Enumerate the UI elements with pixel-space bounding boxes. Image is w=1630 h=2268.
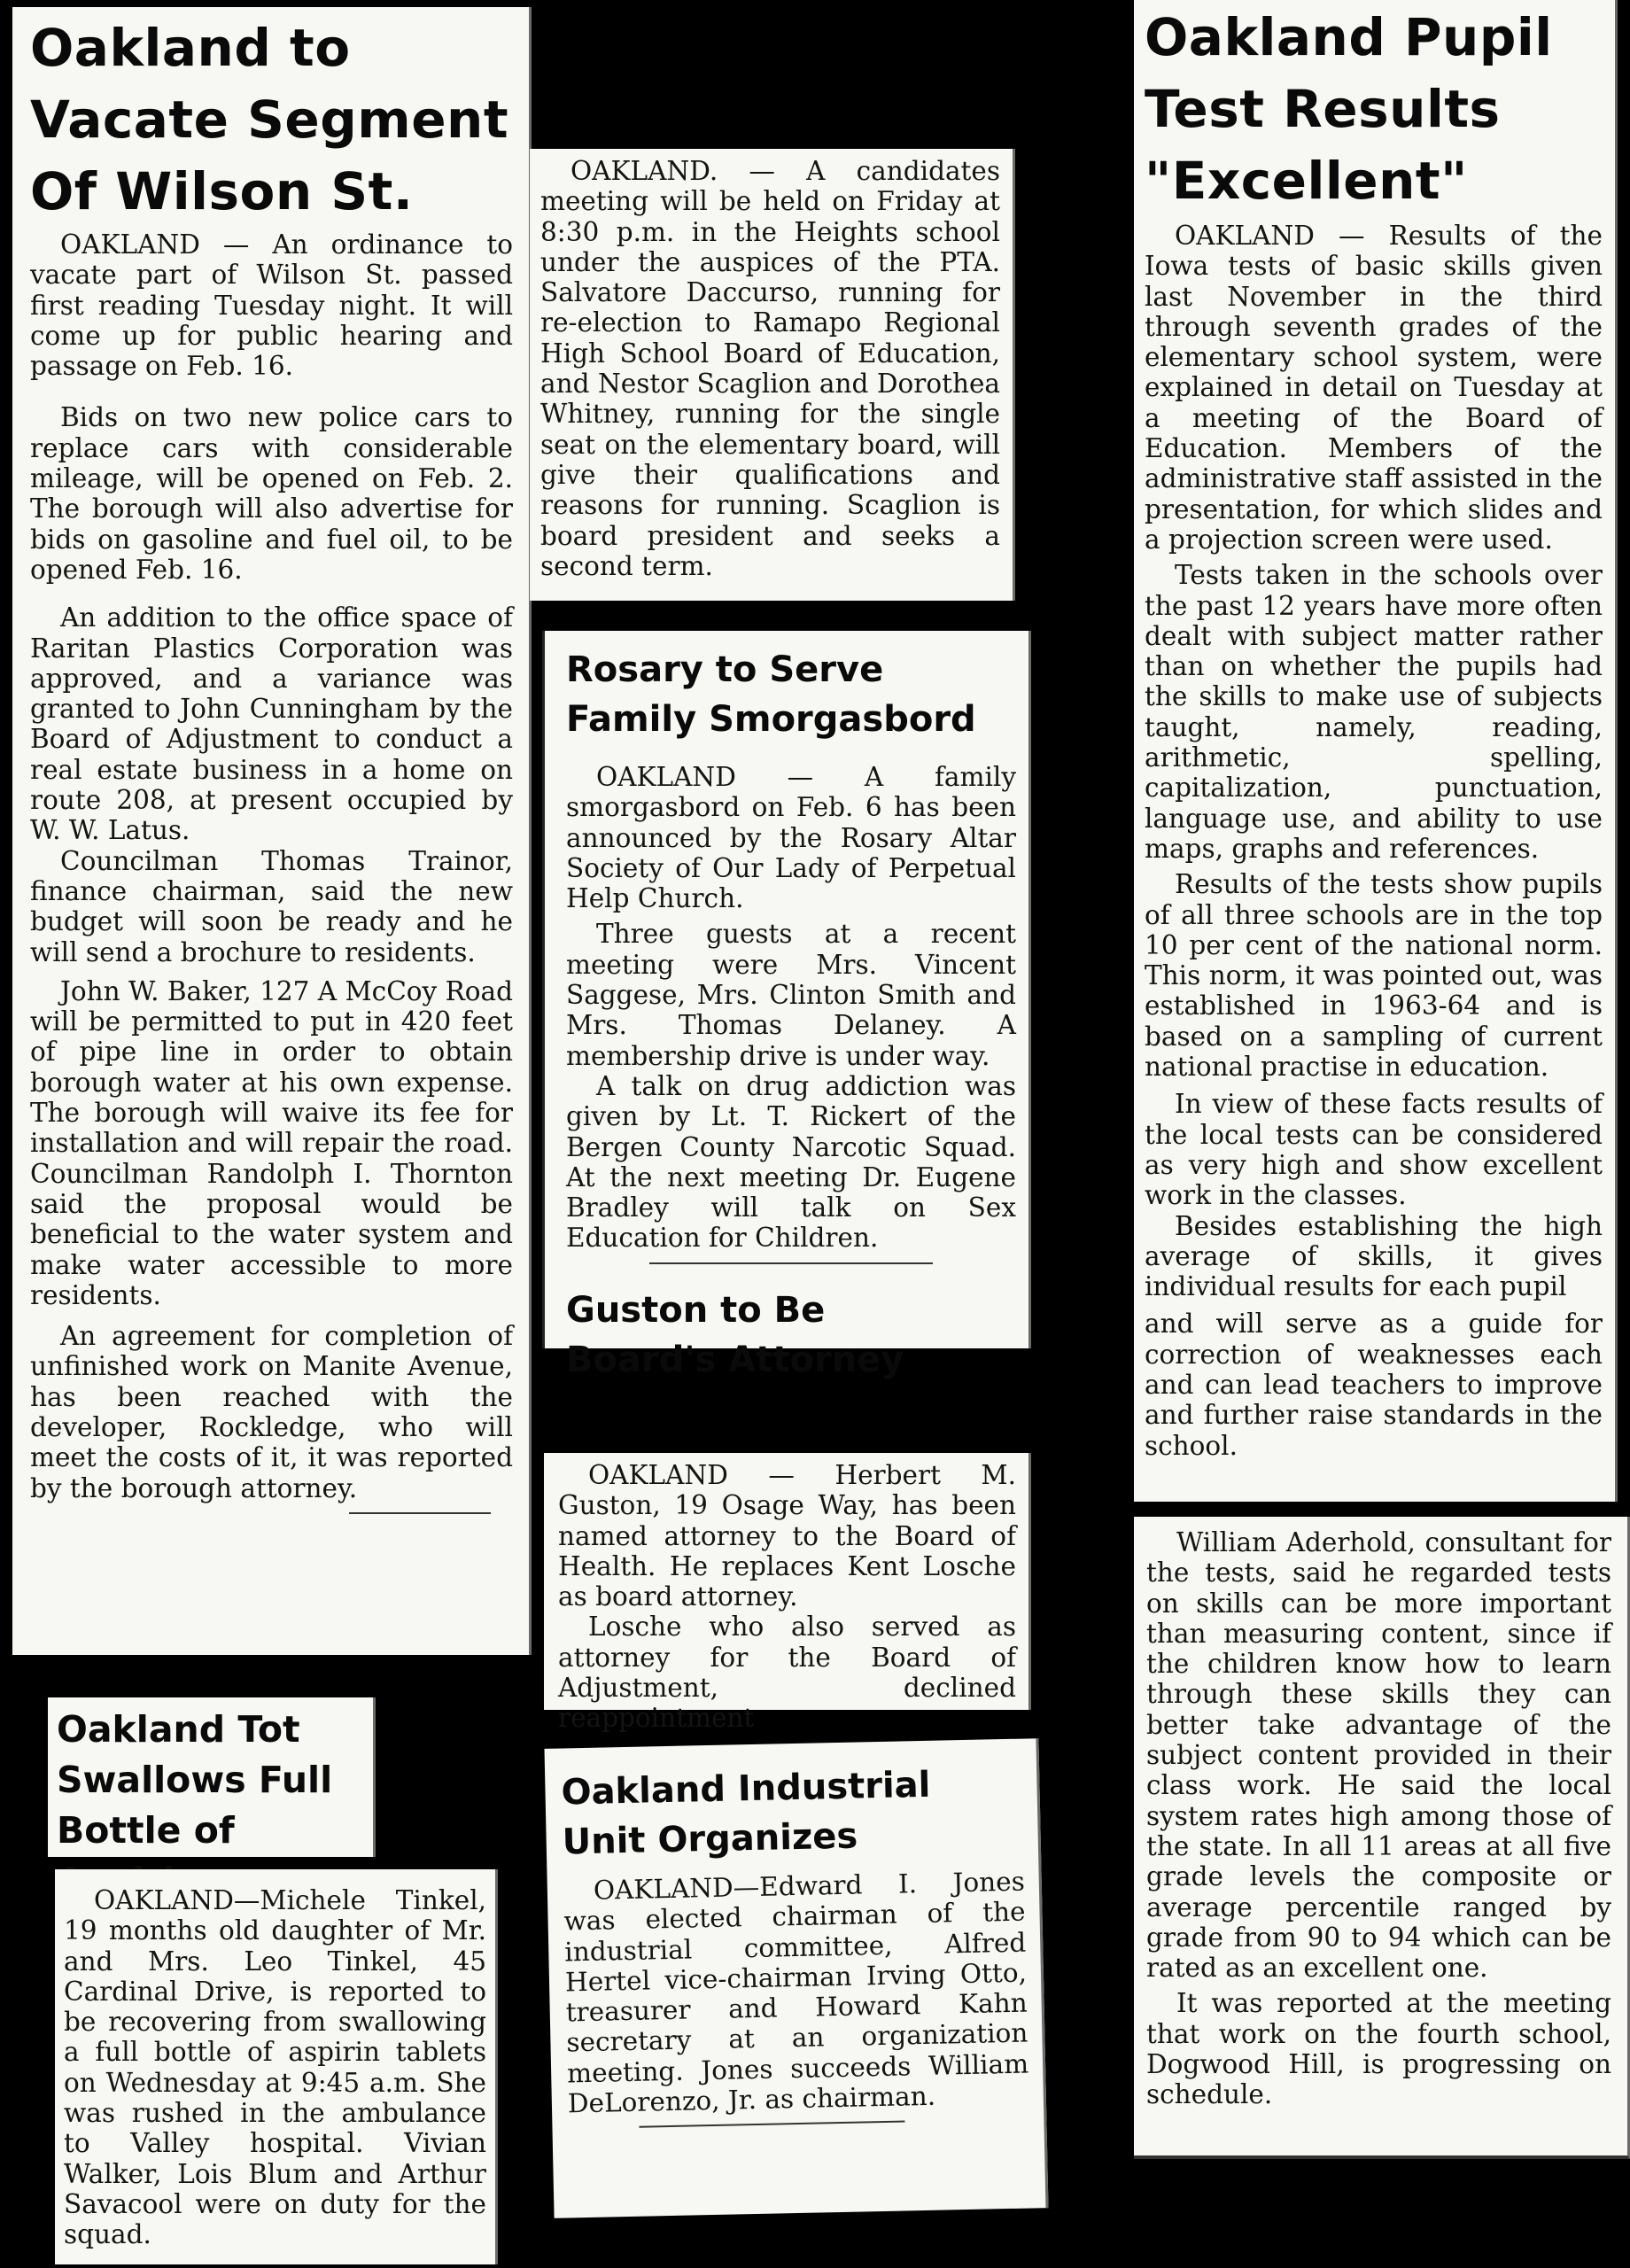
headline-line: Board's Attorney — [566, 1339, 904, 1380]
paragraph: In view of these facts results of the local tests can be considered as very high and show excellent work in the classes. — [1145, 1089, 1603, 1211]
clipping-rosary-smorgasbord — [542, 631, 1031, 1380]
headline — [561, 1759, 1024, 1868]
headline-line: Of Wilson St. — [30, 161, 414, 221]
paragraph: William Aderhold, consultant for the tests, said he regarded tests on skills can be more important than measuring content, since if the children know how to learn through these skills they can better take advantage of the subject content provided in their class work. He said the local system rates high among those of the state. In all 11 areas at all five grade levels the composite or average percentile ranged by grade from 90 to 94 which can be rated as an excellent one. — [1146, 1527, 1611, 1984]
paragraph: Councilman Thomas Trainor, finance chairman, said the new budget will soon be ready and he will send a brochure to residents. — [30, 845, 513, 967]
article-body — [540, 156, 1000, 581]
clipping-aderhold-continuation — [1134, 1517, 1630, 2159]
article-body — [558, 1460, 1016, 1734]
headline-line: Test Results — [1145, 79, 1501, 139]
headline — [566, 645, 1016, 744]
headline-line: Guston to Be — [566, 1289, 826, 1331]
clipping-wilson-street — [12, 7, 532, 1655]
article-body — [566, 762, 1016, 1254]
headline — [30, 12, 513, 228]
headline-line: Oakland Tot — [57, 1708, 300, 1751]
clipping-guston-attorney — [544, 1453, 1031, 1734]
clipping-industrial-unit — [545, 1738, 1049, 2218]
paragraph: OAKLAND — Results of the Iowa tests of basic skills given last November in the third through seventh grades of the elementary school system, were explained in detail on Tuesday at a meeting of the Board of Education. Members of the administrative staff assisted in the presentation, for which slides and a projection screen were used. — [1145, 221, 1603, 555]
paragraph: OAKLAND — Herbert M. Guston, 19 Osage Way, has been named attorney to the Board of Health. He replaces Kent Losche as board attorney. — [558, 1460, 1016, 1612]
end-rule — [349, 1512, 491, 1514]
headline-line: "Excellent" — [1145, 151, 1468, 211]
paragraph: Three guests at a recent meeting were Mrs. Vincent Saggese, Mrs. Clinton Smith and Mrs. Thomas Delaney. A membership drive is under way. — [566, 919, 1016, 1071]
headline-line: Oakland Industrial — [561, 1764, 931, 1814]
headline-line: Bottle of — [57, 1809, 235, 1852]
paragraph: John W. Baker, 127 A McCoy Road will be permitted to put in 420 feet of pipe line in order to obtain borough water at his own expense. The borough will waive its fee for installation and will repair the road. Councilman Randolph I. Thornton said the proposal would be beneficial to the water system and make water accessible to more residents. — [30, 975, 514, 1310]
paragraph: An agreement for completion of unfinished work on Manite Avenue, has been reached with the developer, Rockledge, who will meet the costs of it, it was reported by the borough attorney. — [30, 1321, 513, 1503]
paragraph: Results of the tests show pupils of all three schools are in the top 10 per cent of the national norm. This norm, it was pointed out, was established in 1963-64 and is based on a sampling of current national practise in education. — [1145, 869, 1603, 1083]
article-body — [1145, 221, 1603, 1461]
headline-line: Oakland Pupil — [1145, 7, 1553, 67]
clipping-pupil-test-results — [1134, 0, 1618, 1502]
article-body — [563, 1867, 1030, 2119]
paragraph: OAKLAND—Michele Tinkel, 19 months old daughter of Mr. and Mrs. Leo Tinkel, 45 Cardinal Drive, is reported to be recovering from swallowing a full bottle of aspirin tablets on Wednesday at 9:45 a.m. She was rushed in the ambulance to Valley hospital. Vivian Walker, Lois Blum and Arthur Savacool were on duty for the squad. — [64, 1885, 486, 2250]
headline-line: Unit Organizes — [562, 1815, 858, 1863]
clipping-tot-body — [55, 1869, 498, 2264]
paragraph: OAKLAND. — A candidates meeting will be held on Friday at 8:30 p.m. in the Heights school under the auspices of the PTA. Salvatore Daccurso, running for re-election to Ramapo Regional High School Board of Education, and Nestor Scaglion and Dorothea Whitney, running for the single seat on the elementary board, will give their qualifications and reasons for running. Scaglion is board president and seeks a second term. — [540, 156, 1000, 581]
clipping-tot-headline — [48, 1697, 376, 1857]
paragraph: OAKLAND — A family smorgasbord on Feb. 6 has been announced by the Rosary Altar Society of Our Lady of Perpetual Help Church. — [566, 762, 1016, 914]
headline-line: Swallows Full — [57, 1759, 333, 1801]
paragraph: An addition to the office space of Raritan Plastics Corporation was approved, and a variance was granted to John Cunningham by the Board of Adjustment to conduct a real estate business in a home on route 208, at present occupied by W. W. Latus. — [30, 602, 513, 846]
clipping-candidates-meeting — [530, 149, 1015, 601]
article-body — [64, 1885, 486, 2250]
paragraph: Besides establishing the high average of skills, it gives individual results for each pupil — [1145, 1210, 1603, 1302]
paragraph: Bids on two new police cars to replace cars with considerable mileage, will be opened on Feb. 2. The borough will also advertise for bids on gasoline and fuel oil, to be opened Feb. 16. — [30, 402, 513, 585]
headline-line: Vacate Segment — [30, 89, 509, 150]
paragraph: A talk on drug addiction was given by Lt. T. Rickert of the Bergen County Narcotic Squad. At the next meeting Dr. Eugene Bradley will talk on Sex Education for Children. — [566, 1070, 1016, 1254]
headline-line: Family Smorgasbord — [566, 699, 976, 740]
headline — [566, 1285, 1016, 1385]
paragraph: Losche who also served as attorney for the Board of Adjustment, declined reappointment — [558, 1612, 1016, 1734]
paragraph: OAKLAND—Edward I. Jones was elected chairman of the industrial committee, Alfred Hertel vice-chairman Irving Otto, treasurer and Howard Kahn secretary at an organization meeting. Jones succeeds William DeLorenzo, Jr. as chairman. — [563, 1866, 1029, 2119]
paragraph: It was reported at the meeting that work on the fourth school, Dogwood Hill, is progressing on schedule. — [1146, 1988, 1611, 2110]
headline — [1145, 2, 1603, 217]
paragraph: Tests taken in the schools over the past 12 years have more often dealt with subject matter rather than on whether the pupils had the skills to make use of subjects taught, namely, reading, arithmetic, spelling, capitalization, punctuation, language use, and ability to use maps, graphs and references. — [1145, 560, 1603, 864]
end-rule — [639, 2121, 904, 2128]
article-body — [30, 229, 513, 1503]
paragraph: and will serve as a guide for correction of weaknesses each and can lead teachers to improve and further raise standards in the school. — [1145, 1309, 1603, 1461]
headline-line: Oakland to — [30, 18, 351, 78]
end-rule — [649, 1262, 933, 1264]
paragraph: OAKLAND — An ordinance to vacate part of Wilson St. passed first reading Tuesday night. It will come up for public hearing and passage on Feb. 16. — [30, 229, 513, 382]
article-body — [1146, 1527, 1611, 2110]
headline-line: Rosary to Serve — [566, 649, 884, 690]
